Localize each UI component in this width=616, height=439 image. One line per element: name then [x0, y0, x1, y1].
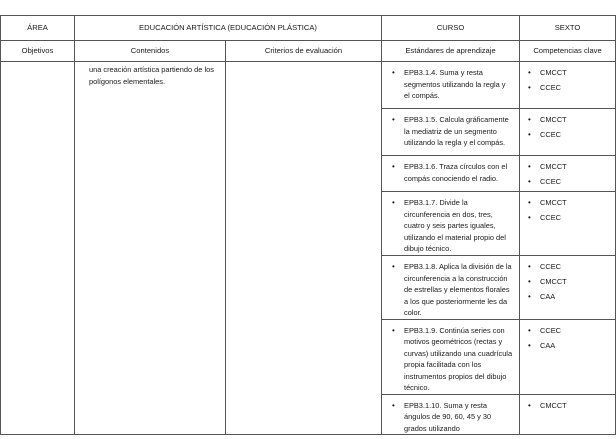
contenidos-cell	[75, 62, 226, 435]
competencia-item: • CCEC	[528, 176, 611, 188]
column-criterios: Criterios de evaluación	[226, 41, 382, 62]
standard-text: • EPB3.1.5. Calcula gráficamente la mediatriz de un segmento utilizando la regla y el compás.	[392, 114, 513, 149]
competencia-item: • CMCCT	[528, 114, 611, 126]
column-estandares: Estándares de aprendizaje	[382, 41, 520, 62]
area-label: ÁREA	[1, 16, 75, 41]
curriculum-sheet	[0, 15, 615, 433]
competencias-cell	[520, 109, 616, 156]
competencia-item: • CCEC	[528, 212, 611, 224]
standard-text: • EPB3.1.7. Divide la circunferencia en dos, tres, cuatro y seis partes iguales, utilizando el material propio del dibujo técnico.	[392, 197, 513, 255]
standard-cell	[382, 256, 520, 320]
standard-text: • EPB3.1.4. Suma y resta segmentos utilizando la regla y el compás.	[392, 67, 513, 102]
standard-cell	[382, 192, 520, 256]
column-objetivos: Objetivos	[1, 41, 75, 62]
standard-text: • EPB3.1.9. Continúa series con motivos geométricos (rectas y curvas) utilizando una cuadrícula propia facilitada con los instrumentos propios del dibujo técnico.	[392, 325, 513, 394]
table-row	[1, 62, 616, 109]
standard-cell	[382, 62, 520, 109]
competencia-item: • CCEC	[528, 129, 611, 141]
competencias-cell	[520, 256, 616, 320]
competencia-item: • CMCCT	[528, 276, 611, 288]
standard-text: • EPB3.1.10. Suma y resta ángulos de 90, 60, 45 y 30 grados utilizando	[392, 400, 513, 435]
criterios-cell	[226, 62, 382, 435]
area-header-row	[1, 16, 616, 41]
competencias-cell	[520, 394, 616, 435]
curriculum-table	[0, 15, 616, 435]
curso-label: CURSO	[382, 16, 520, 41]
curso-value: SEXTO	[520, 16, 616, 41]
competencias-cell	[520, 62, 616, 109]
competencias-cell	[520, 192, 616, 256]
standard-cell	[382, 319, 520, 394]
standard-text: • EPB3.1.6. Traza círculos con el compás conociendo el radio.	[392, 161, 513, 184]
column-competencias: Competencias clave	[520, 41, 616, 62]
column-header-row	[1, 41, 616, 62]
standard-cell	[382, 394, 520, 435]
competencias-cell	[520, 319, 616, 394]
column-contenidos: Contenidos	[75, 41, 226, 62]
objetivos-cell	[1, 62, 75, 435]
competencia-item: • CMCCT	[528, 67, 611, 79]
competencia-item: • CMCCT	[528, 400, 611, 412]
competencia-item: • CAA	[528, 340, 611, 352]
competencia-item: • CCEC	[528, 261, 611, 273]
contenidos-text: una creación artística partiendo de los polígonos elementales.	[89, 65, 214, 86]
competencia-item: • CAA	[528, 291, 611, 303]
standard-cell	[382, 156, 520, 192]
standard-cell	[382, 109, 520, 156]
area-value: EDUCACIÓN ARTÍSTICA (EDUCACIÓN PLÁSTICA)	[75, 16, 382, 41]
standard-text: • EPB3.1.8. Aplica la división de la circunferencia a la construcción de estrellas y elementos florales a los que posteriormente les da color.	[392, 261, 513, 319]
competencia-item: • CCEC	[528, 325, 611, 337]
competencia-item: • CCEC	[528, 82, 611, 94]
competencia-item: • CMCCT	[528, 161, 611, 173]
competencias-cell	[520, 156, 616, 192]
competencia-item: • CMCCT	[528, 197, 611, 209]
